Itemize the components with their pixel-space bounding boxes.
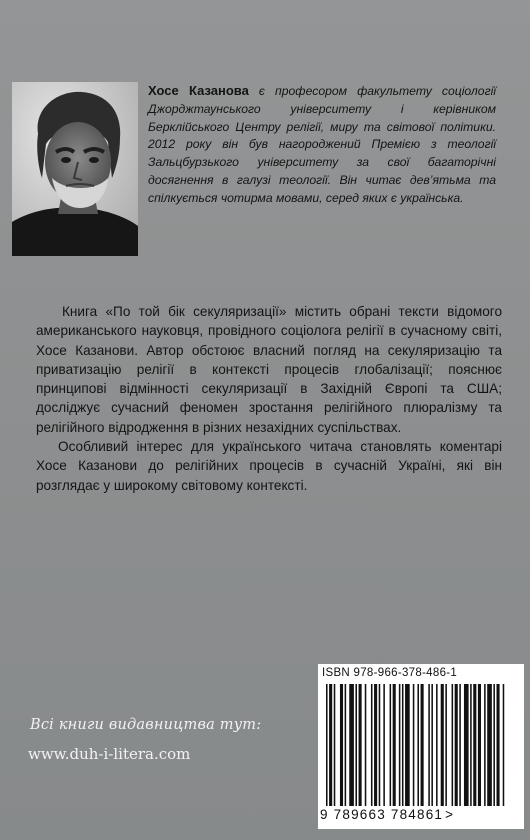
- isbn-number: ISBN 978-966-378-486-1: [322, 667, 458, 679]
- publisher-label: Всі книги видавництва тут:: [30, 717, 262, 733]
- barcode-digits: [320, 807, 522, 822]
- publisher-url[interactable]: www.duh-i-litera.com: [28, 745, 191, 763]
- author-photo: [12, 82, 138, 256]
- barcode-icon: [322, 684, 506, 806]
- barcode-arrow: >: [445, 807, 455, 822]
- barcode: [322, 684, 506, 806]
- barcode-digits-text: 9 789663 784861: [320, 807, 444, 822]
- author-bio-text: є професором факультету соціології Джорджтаунського університету і керівником Берклійського Центру релігії, миру та світової політики. 2012 року він був нагороджений Премією з теології Зальцбурзького університету за свої багаторічні досягнення в галузі теології. Він читає дев’ятьма та спілкується чотирма мовами, серед яких є українська.: [148, 84, 496, 205]
- description-paragraph-2: Особливий інтерес для українського читача становлять коментарі Хосе Казанови до релігійних процесів в сучасній Україні, які він розглядає у широкому світовому контексті.: [36, 439, 502, 493]
- isbn-barcode-box: [318, 664, 524, 829]
- book-description: [36, 302, 502, 495]
- description-paragraph-1: Книга «По той бік секуляризації» містить обрані тексти відомого американського науковця, провідного соціолога релігії в сучасному світі, Хосе Казанови. Автор обстоює власний погляд на секуляризацію та приватизацію релігії в контексті процесів глобалізації; пояснює принципові відмінності секуляризації в Західній Європі та США; досліджує сучасний феномен зростання релігійного плюралізму та релігійного відродження в різних незахідних суспільствах.: [36, 304, 502, 435]
- author-name: Хосе Казанова: [148, 83, 249, 98]
- author-portrait-image: [12, 82, 138, 256]
- author-bio: [148, 82, 496, 208]
